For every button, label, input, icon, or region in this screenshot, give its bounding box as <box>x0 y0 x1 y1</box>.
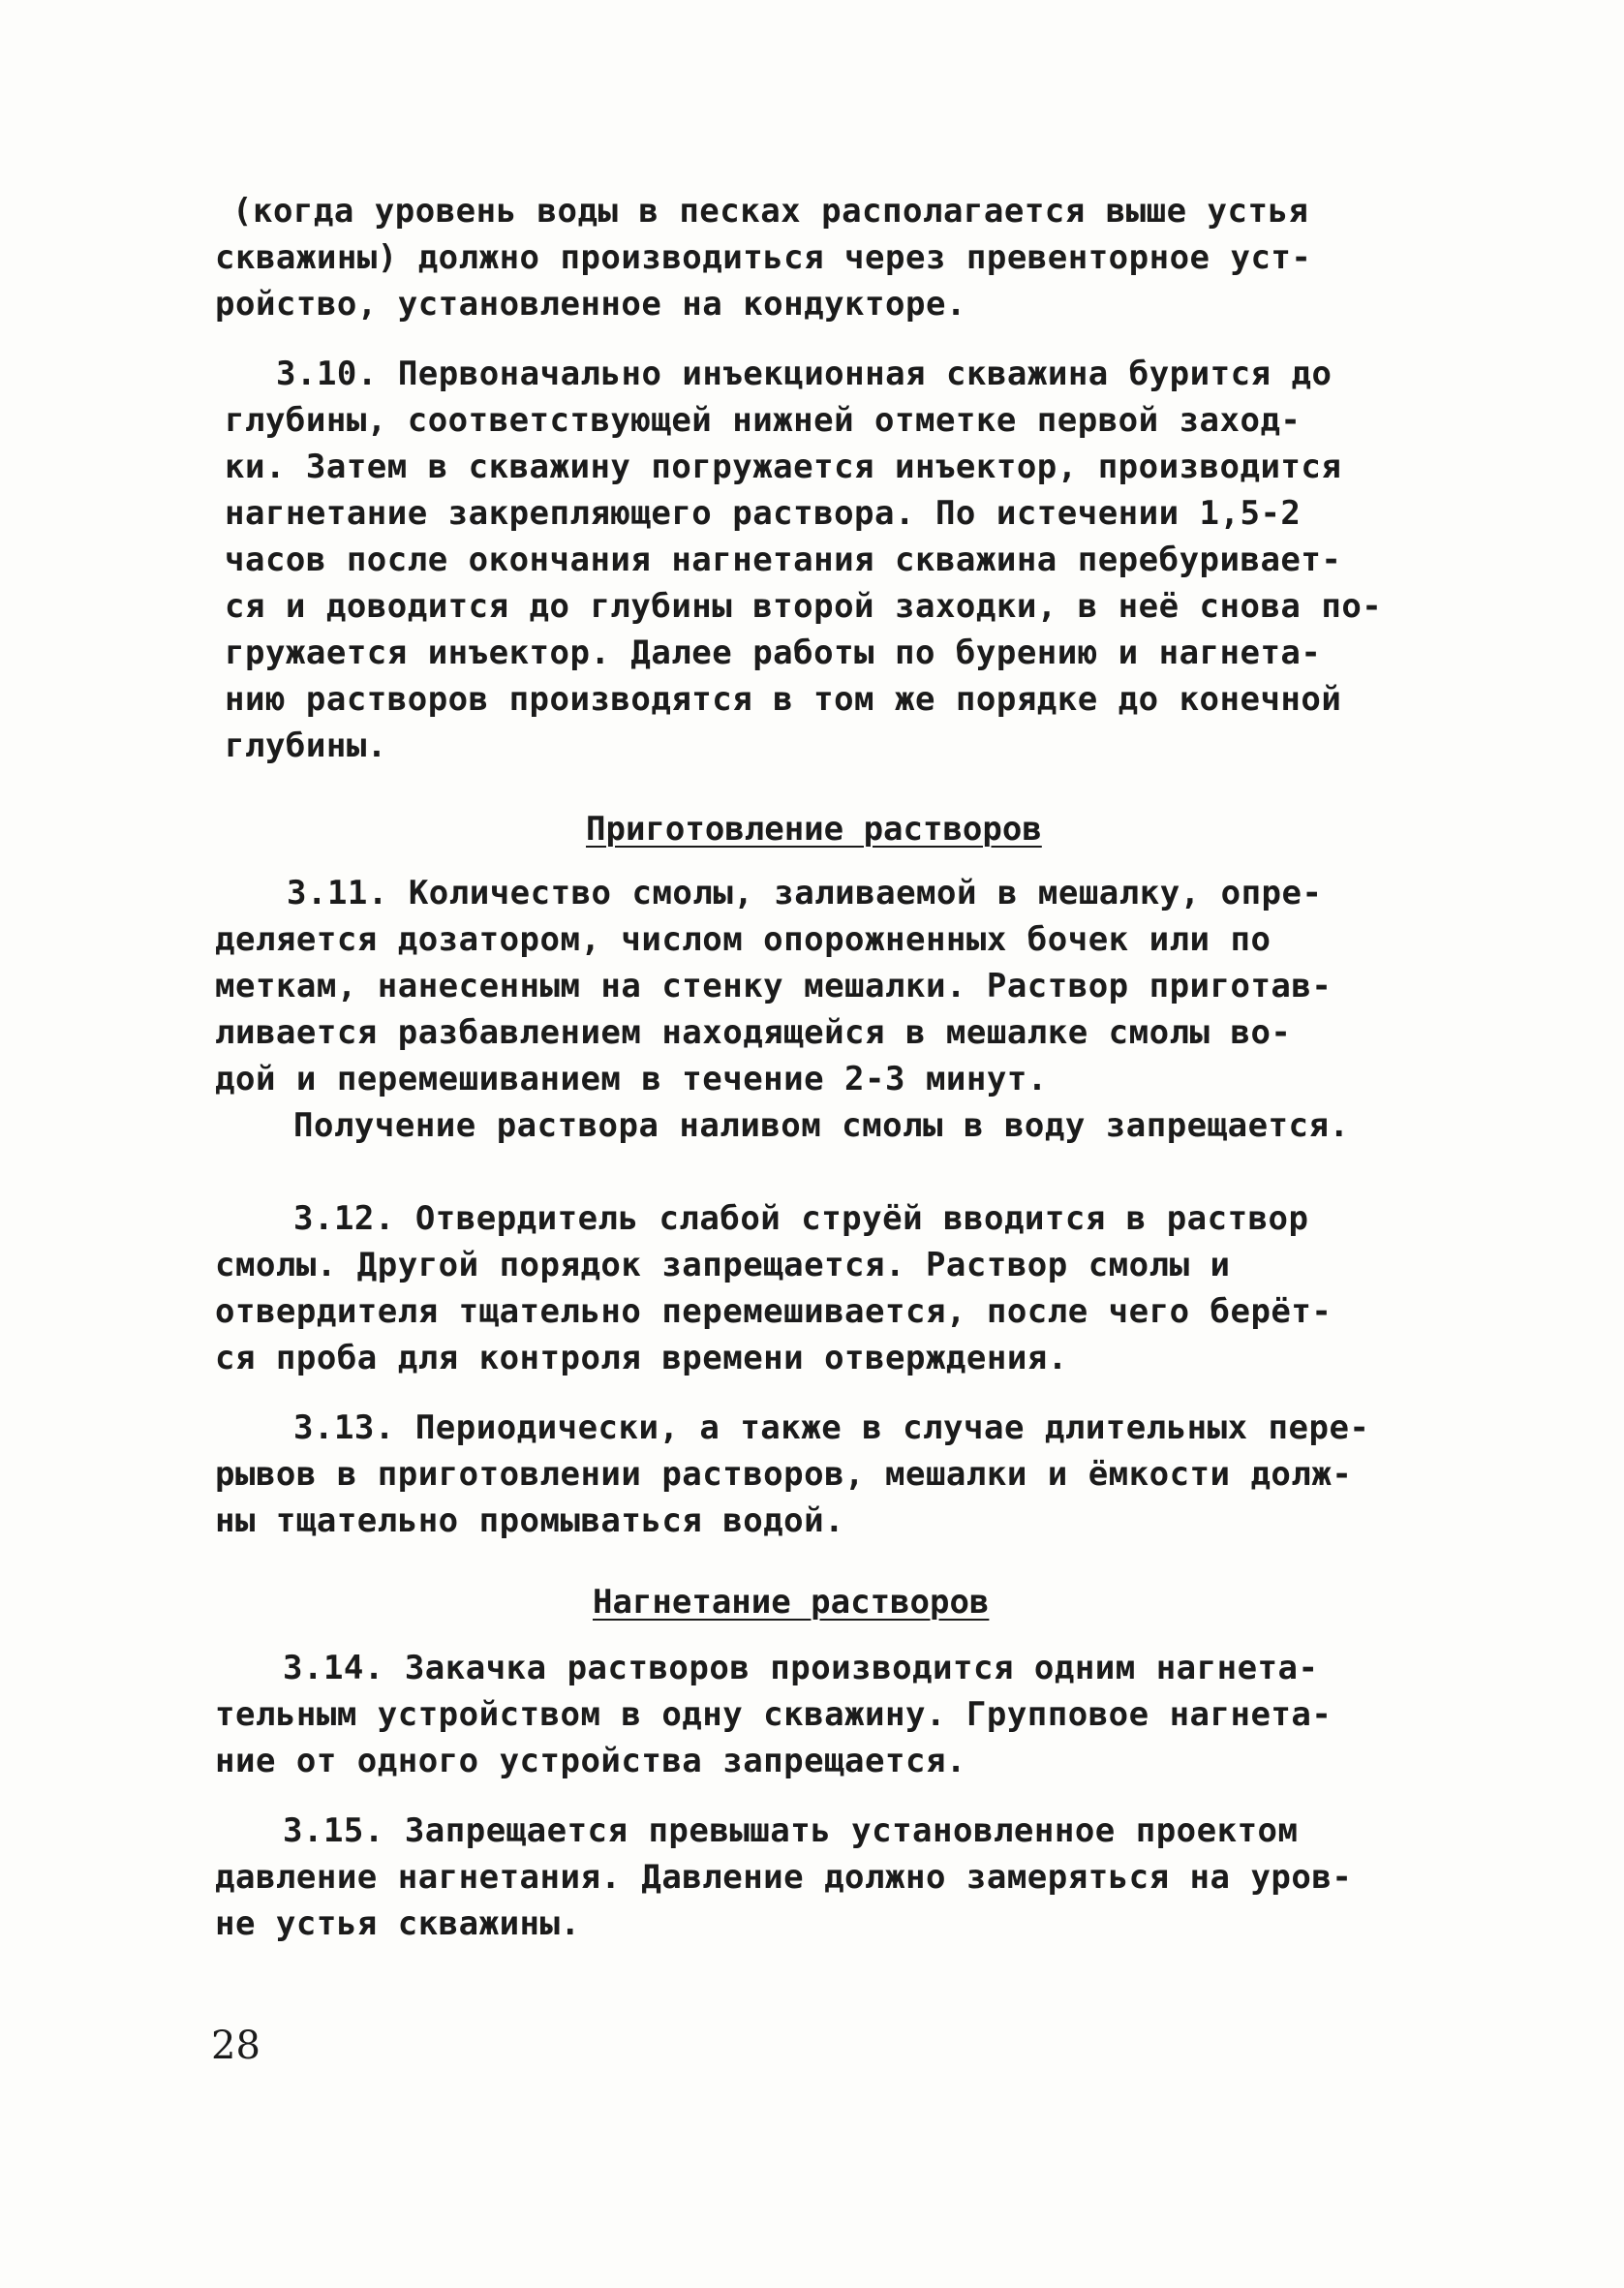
text-line: не устья скважины. <box>215 1904 581 1943</box>
text-line: 3.10. Первоначально инъекционная скважина бурится до <box>276 355 1333 393</box>
text-line: дой и перемешиванием в течение 2-3 минут. <box>215 1060 1048 1098</box>
text-line: меткам, нанесенным на стенку мешалки. Раствор приготав- <box>215 967 1333 1005</box>
text-line: 3.15. Запрещается превышать установленное проектом <box>283 1811 1299 1850</box>
text-line: ние от одного устройства запрещается. <box>215 1742 966 1780</box>
text-line: нагнетание закрепляющего раствора. По истечении 1,5-2 <box>225 494 1302 533</box>
text-line: глубины, соответствующей нижней отметке первой заход- <box>225 401 1302 440</box>
text-line: скважины) должно производиться через превенторное уст- <box>215 238 1312 277</box>
page-number: 28 <box>211 2024 260 2068</box>
text-line: ся и доводится до глубины второй заходки, в неё снова по- <box>225 587 1383 626</box>
text-line: отвердителя тщательно перемешивается, после чего берёт- <box>215 1292 1333 1331</box>
text-line: ки. Затем в скважину погружается инъектор, производится <box>225 448 1342 486</box>
text-line: часов после окончания нагнетания скважина перебуривает- <box>225 541 1342 579</box>
text-line: ся проба для контроля времени отверждения. <box>215 1339 1068 1377</box>
text-line: нию растворов производятся в том же порядке до конечной <box>225 680 1342 719</box>
text-line: давление нагнетания. Давление должно замеряться на уров- <box>215 1858 1353 1897</box>
section-heading: Приготовление растворов <box>586 810 1042 849</box>
text-line: рывов в приготовлении растворов, мешалки и ёмкости долж- <box>215 1455 1353 1494</box>
text-line: 3.11. Количество смолы, заливаемой в мешалку, опре- <box>287 874 1323 912</box>
text-line: 3.13. Периодически, а также в случае длительных пере- <box>293 1408 1370 1447</box>
text-line: смолы. Другой порядок запрещается. Раствор смолы и <box>215 1246 1231 1284</box>
text-line: деляется дозатором, числом опорожненных бочек или по <box>215 920 1272 959</box>
text-line: 3.14. Закачка растворов производится одним нагнета- <box>283 1649 1319 1687</box>
section-heading: Нагнетание растворов <box>593 1583 990 1622</box>
text-line: глубины. <box>225 727 387 765</box>
text-line: гружается инъектор. Далее работы по бурению и нагнета- <box>225 634 1322 672</box>
text-line: Получение раствора наливом смолы в воду запрещается. <box>293 1106 1350 1145</box>
text-line: 3.12. Отвердитель слабой струёй вводится в раствор <box>293 1199 1309 1238</box>
text-line: ны тщательно промываться водой. <box>215 1501 845 1540</box>
text-line: ройство, установленное на кондукторе. <box>215 285 966 324</box>
text-line: (когда уровень воды в песках располагается выше устья <box>232 192 1309 231</box>
text-line: ливается разбавлением находящейся в мешалке смолы во- <box>215 1013 1292 1052</box>
text-line: тельным устройством в одну скважину. Групповое нагнета- <box>215 1695 1333 1734</box>
